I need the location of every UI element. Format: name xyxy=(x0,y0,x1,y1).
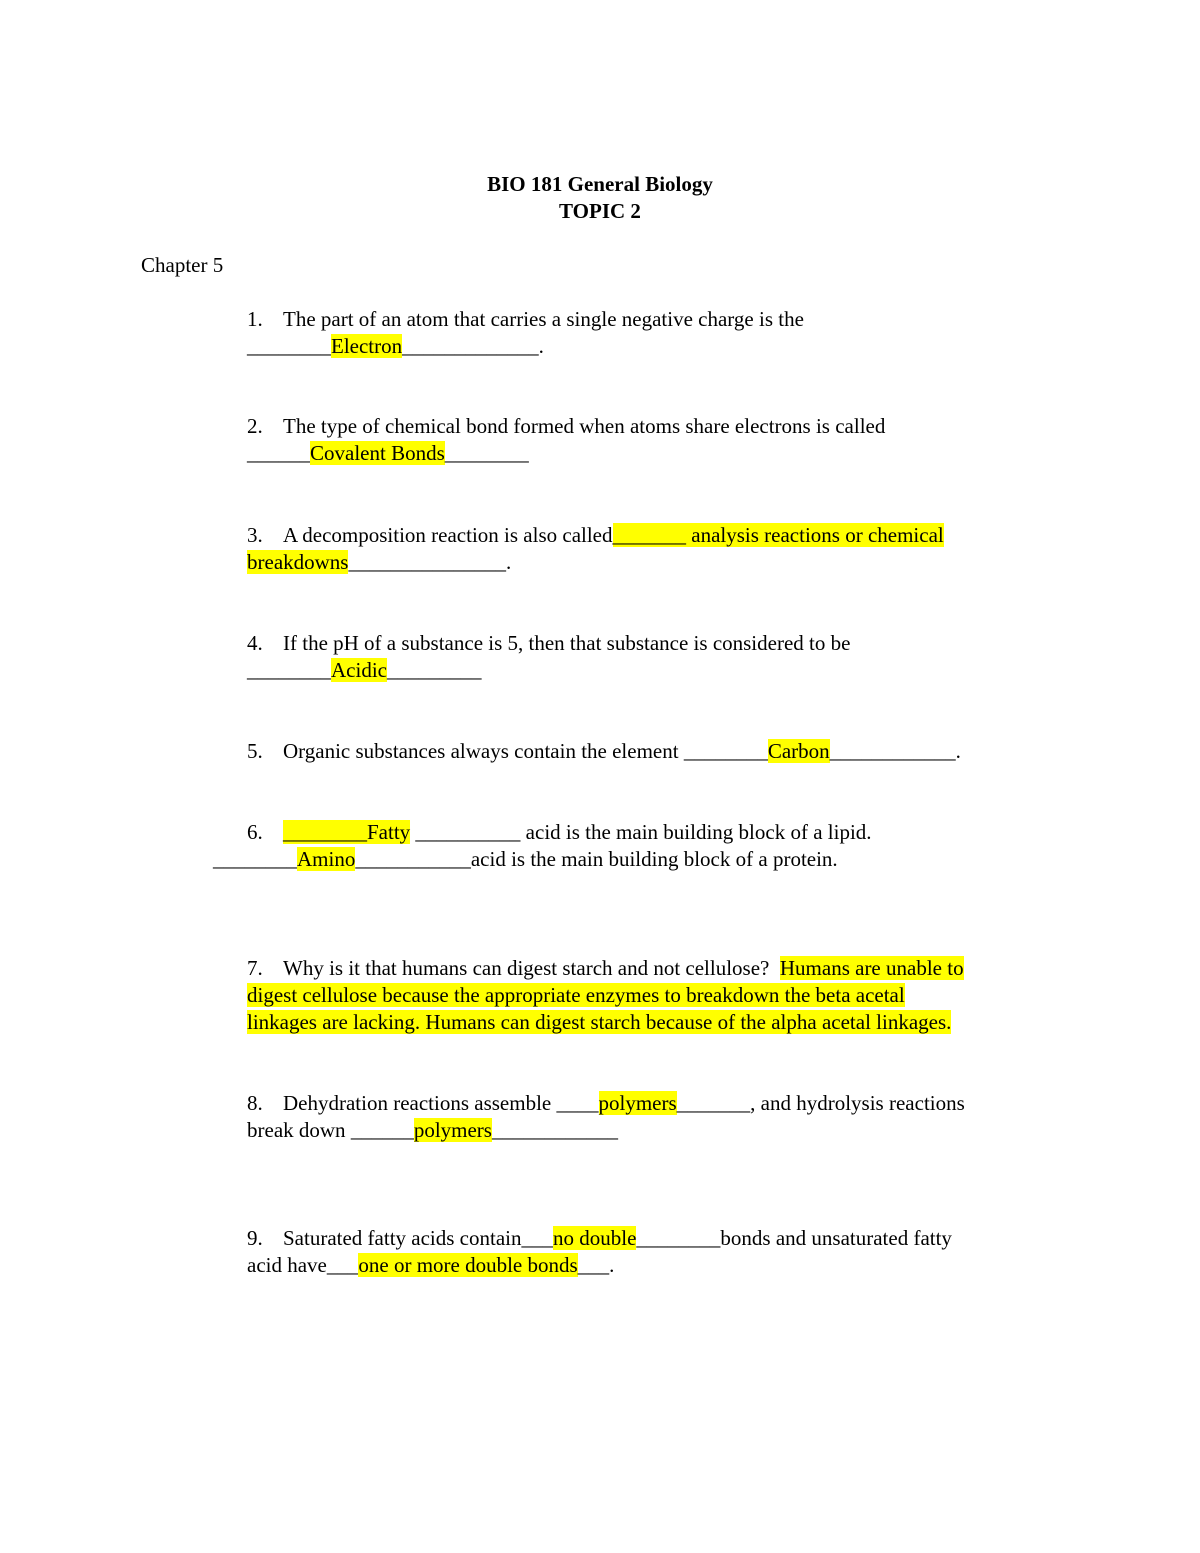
blank: _______________. xyxy=(348,550,512,574)
question-8-second-line xyxy=(247,1117,618,1144)
question-number: 1. xyxy=(247,307,263,331)
question-text: The part of an atom that carries a single negative charge is the xyxy=(283,307,804,331)
answer-highlight: Amino xyxy=(297,847,356,871)
question-text: Saturated fatty acids contain xyxy=(283,1226,522,1250)
blank: _________ xyxy=(386,658,482,682)
question-4 xyxy=(247,630,850,657)
question-7-answer-line-3 xyxy=(247,1009,951,1036)
question-8 xyxy=(247,1090,965,1117)
answer-highlight: breakdowns xyxy=(247,550,349,574)
question-text: __________ acid is the main building block of a lipid. xyxy=(410,820,872,844)
chapter-heading: Chapter 5 xyxy=(141,253,224,277)
blank: ____________ xyxy=(491,1118,618,1142)
blank: _______, and hydrolysis reactions xyxy=(676,1091,965,1115)
question-3-answer-line xyxy=(247,549,511,576)
question-2-answer-line xyxy=(247,440,529,467)
question-text: acid have xyxy=(247,1253,327,1277)
question-6 xyxy=(247,819,872,846)
question-4-answer-line xyxy=(247,657,481,684)
answer-highlight: ________Fatty xyxy=(283,820,411,844)
answer-highlight: Electron xyxy=(331,334,403,358)
blank: ___ xyxy=(521,1226,553,1250)
question-1-answer-line xyxy=(247,333,544,360)
blank: ________bonds and unsaturated fatty xyxy=(636,1226,952,1250)
answer-highlight: _______ analysis reactions or chemical xyxy=(612,523,944,547)
question-2 xyxy=(247,413,885,440)
question-number: 7. xyxy=(247,956,263,980)
question-text: Organic substances always contain the element xyxy=(283,739,684,763)
question-5 xyxy=(247,738,961,765)
question-text: The type of chemical bond formed when atoms share electrons is called xyxy=(283,414,886,438)
question-text: Dehydration reactions assemble xyxy=(283,1091,557,1115)
question-9-second-line xyxy=(247,1252,614,1279)
answer-highlight: no double xyxy=(553,1226,637,1250)
question-text: break down xyxy=(247,1118,351,1142)
blank: ________ xyxy=(683,739,768,763)
question-number: 5. xyxy=(247,739,263,763)
answer-highlight: digest cellulose because the appropriate enzymes to breakdown the beta acetal xyxy=(247,983,905,1007)
question-1 xyxy=(247,306,804,333)
question-7 xyxy=(247,955,964,982)
question-number: 2. xyxy=(247,414,263,438)
answer-highlight: polymers xyxy=(413,1118,492,1142)
question-number: 9. xyxy=(247,1226,263,1250)
blank: _____________. xyxy=(402,334,544,358)
answer-highlight: polymers xyxy=(598,1091,677,1115)
blank: ______ xyxy=(350,1118,414,1142)
question-text: Why is it that humans can digest starch and not cellulose? xyxy=(283,956,770,980)
blank: ___. xyxy=(577,1253,615,1277)
blank: ___ xyxy=(326,1253,359,1277)
answer-highlight: one or more double bonds xyxy=(358,1253,578,1277)
course-title: BIO 181 General Biology xyxy=(487,172,713,196)
question-text: ___________acid is the main building block of a protein. xyxy=(355,847,838,871)
blank: ________ xyxy=(247,334,331,358)
answer-highlight: Acidic xyxy=(331,658,387,682)
blank: ______ xyxy=(247,441,310,465)
question-number: 4. xyxy=(247,631,263,655)
answer-highlight: Humans are unable to xyxy=(779,956,964,980)
question-number: 8. xyxy=(247,1091,263,1115)
blank: ____________. xyxy=(829,739,961,763)
blank: ____ xyxy=(556,1091,599,1115)
answer-highlight: Covalent Bonds xyxy=(310,441,445,465)
question-3 xyxy=(247,522,944,549)
question-number: 3. xyxy=(247,523,263,547)
question-6-second-line xyxy=(213,846,838,873)
question-text: If the pH of a substance is 5, then that substance is considered to be xyxy=(283,631,851,655)
blank: ________ xyxy=(213,847,297,871)
answer-highlight: linkages are lacking. Humans can digest starch because of the alpha acetal linkages. xyxy=(247,1010,952,1034)
blank: ________ xyxy=(444,441,529,465)
question-text: A decomposition reaction is also called xyxy=(283,523,613,547)
question-7-answer-line-2 xyxy=(247,982,905,1009)
blank: ________ xyxy=(247,658,331,682)
answer-highlight: Carbon xyxy=(767,739,830,763)
question-number: 6. xyxy=(247,820,263,844)
topic-heading: TOPIC 2 xyxy=(559,199,641,223)
question-9 xyxy=(247,1225,952,1252)
